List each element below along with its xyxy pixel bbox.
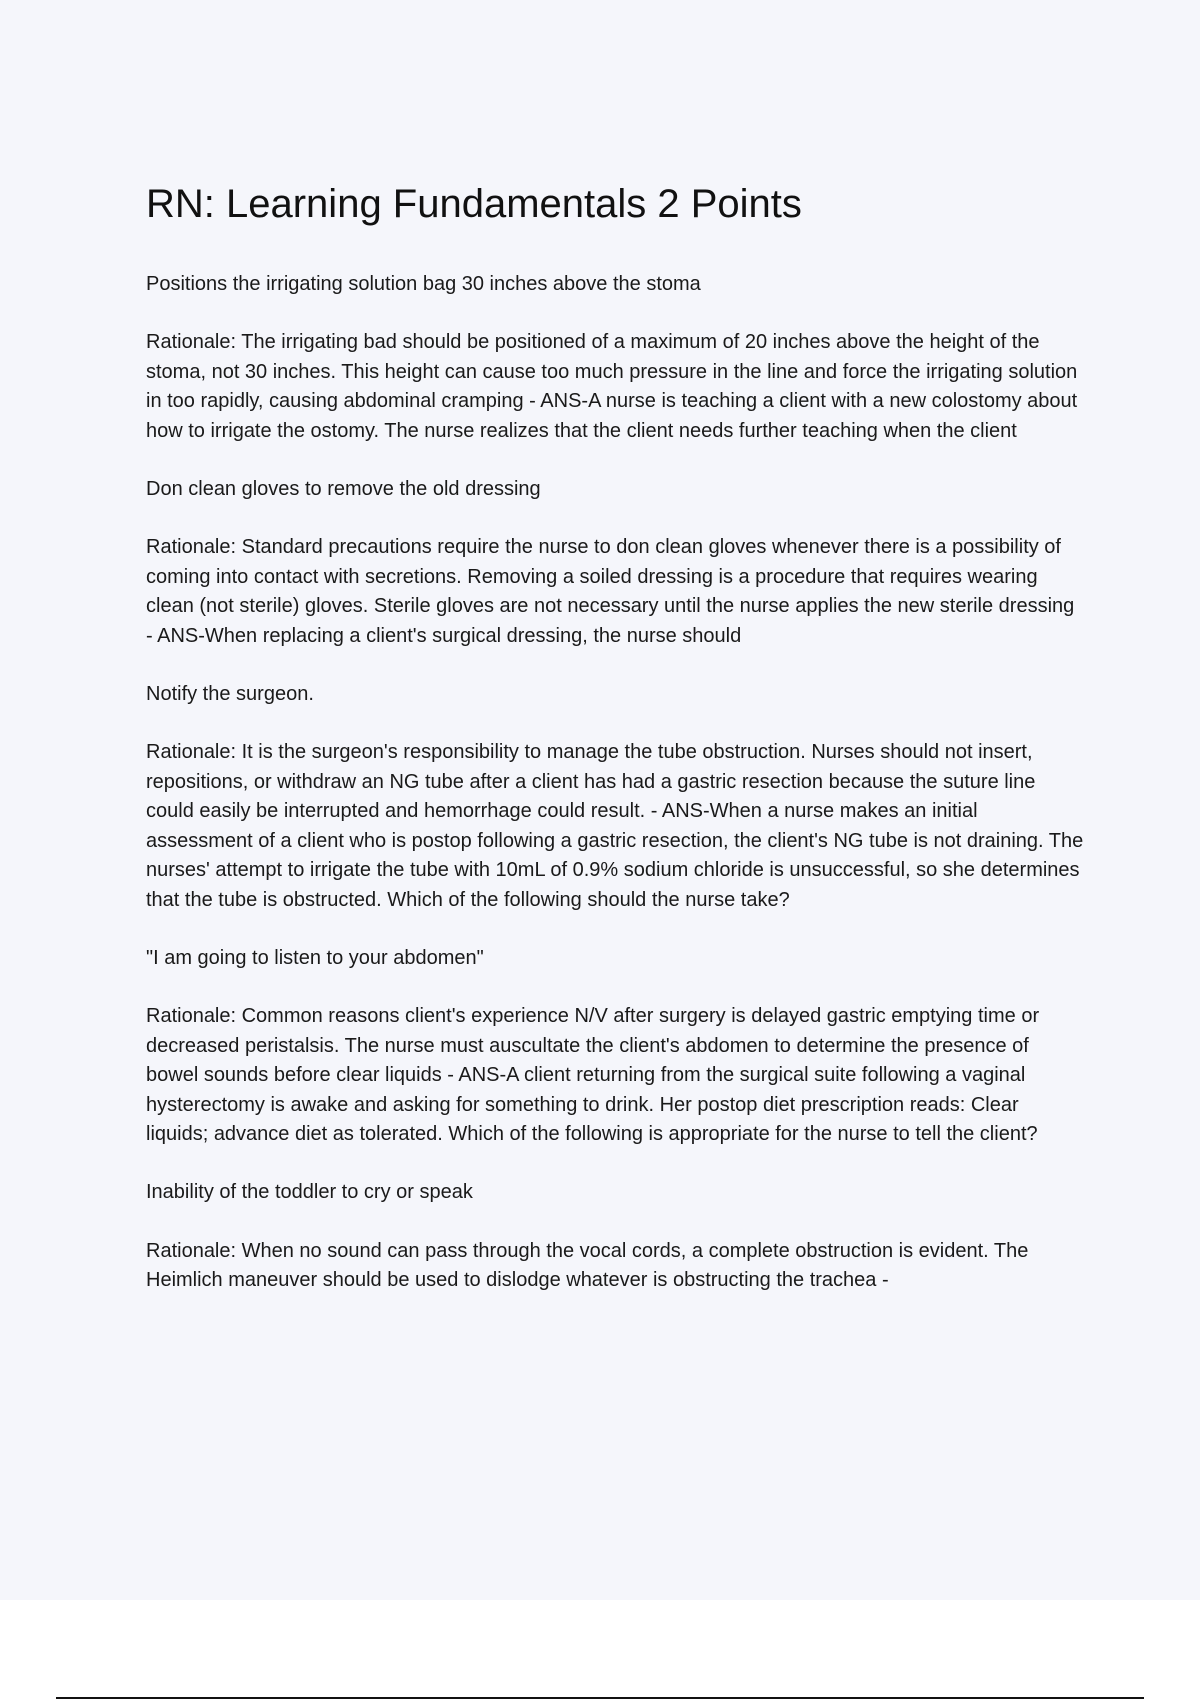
answer-text: Don clean gloves to remove the old dressing	[146, 478, 541, 501]
rationale-text: Rationale: When no sound can pass through the vocal cords, a complete obstruction is evident. The Heimlich maneuver should be used to dislodge whatever is obstructing the trachea -	[146, 1239, 1029, 1292]
rationale-text: Rationale: The irrigating bad should be positioned of a maximum of 20 inches above the height of the stoma, not 30 inches. This height can cause too much pressure in the line and force the irrigating solution in too rapidly, causing abdominal cramping - ANS-A nurse is teaching a client with a new colostomy about how to irrigate the ostomy. The nurse realizes that the client needs further teaching when the client	[146, 331, 1078, 442]
footer-divider	[56, 1697, 1144, 1699]
document-title: RN: Learning Fundamentals 2 Points	[146, 182, 802, 226]
rationale-text: Rationale: It is the surgeon's responsibility to manage the tube obstruction. Nurses should not insert, repositions, or withdraw an NG tube after a client has had a gastric resection because the suture line could easily be interrupted and hemorrhage could result. - ANS-When a nurse makes an initial assessment of a client who is postop following a gastric resection, the client's NG tube is not draining. The nurses' attempt to irrigate the tube with 10mL of 0.9% sodium chloride is unsuccessful, so she determines that the tube is obstructed. Which of the following should the nurse take?	[146, 741, 1084, 911]
answer-text: Inability of the toddler to cry or speak	[146, 1181, 473, 1204]
answer-text: Notify the surgeon.	[146, 683, 314, 706]
rationale-text: Rationale: Common reasons client's experience N/V after surgery is delayed gastric emptying time or decreased peristalsis. The nurse must auscultate the client's abdomen to determine the presence of bowel sounds before clear liquids - ANS-A client returning from the surgical suite following a vaginal hysterectomy is awake and asking for something to drink. Her postop diet prescription reads: Clear liquids; advance diet as tolerated. Which of the following is appropriate for the nurse to tell the client?	[146, 1005, 1040, 1145]
answer-text: "I am going to listen to your abdomen"	[146, 946, 484, 969]
answer-text: Positions the irrigating solution bag 30 inches above the stoma	[146, 273, 701, 295]
rationale-text: Rationale: Standard precautions require the nurse to don clean gloves whenever there is a possibility of coming into contact with secretions. Removing a soiled dressing is a procedure that requires wearing clean (not sterile) gloves. Sterile gloves are not necessary until the nurse applies the new sterile dressing - ANS-When replacing a client's surgical dressing, the nurse should	[146, 536, 1075, 647]
document-body	[146, 180, 1086, 1325]
